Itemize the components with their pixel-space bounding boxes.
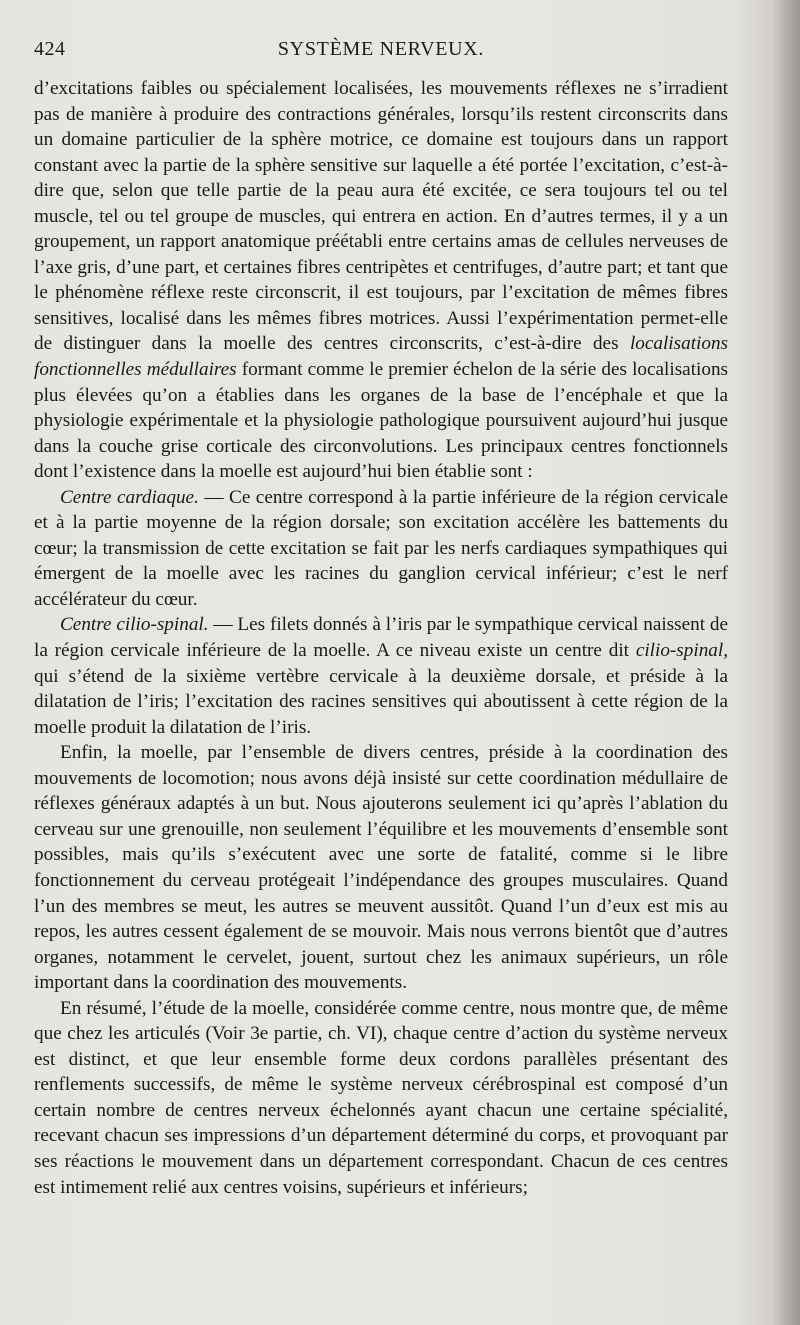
paragraph-1-text: d’excitations faibles ou spécialement localisées, les mouvements réflexes ne s’irradient pas de manière à produire des contractions générales, lorsqu’ils restent circonscrits dans un domaine particulier de la sphère motrice, ce domaine est toujours dans un rapport constant avec la partie de la sphère sensitive sur laquelle a été portée l’excitation, c’est-à-dire que, selon que telle partie de la peau aura été excitée, ce sera toujours tel ou tel muscle, tel ou tel groupe de muscles, qui entrera en action. En d’autres termes, il y a un groupement, un rapport anatomique préétabli entre certains amas de cellules nerveuses de l’axe gris, d’une part, et certaines fibres centripètes et centrifuges, d’autre part; et tant que le phénomène réflexe reste circonscrit, il est toujours, par l’excitation de mêmes fibres sensitives, localisé dans les mêmes fibres motrices. Aussi l’expérimentation permet-elle de distinguer dans la moelle des centres circonscrits, c’est-à-dire des <box>34 78 728 355</box>
paragraph-coordination <box>34 740 728 995</box>
centre-cilio-spinal-text-b: qui s’étend de la sixième vertèbre cervicale à la deuxième dorsale, et préside à la dilatation de l’iris; l’excitation des racines sensitives qui aboutissent à cette région de la moelle produit la dilatation de l’iris. <box>34 665 728 738</box>
paragraph-1-italic: localisations fonctionnelles médullaires <box>34 333 729 381</box>
paragraph-resume <box>34 996 728 1200</box>
paragraph-1 <box>34 76 728 485</box>
paragraph-1-text-end: formant comme le premier échelon de la série des localisations plus élevées qu’on a établies dans les organes de la base de l’encéphale et que la physiologie expérimentale et la physiologie pathologique poursuivent aujourd’hui jusque dans la couche grise corticale des circonvolutions. Les principaux centres fonctionnels dont l’existence dans la moelle est aujourd’hui bien établie sont : <box>34 359 729 483</box>
centre-cilio-spinal-text-a: — Les filets donnés à l’iris par le sympathique cervical naissent de la région cervicale inférieure de la moelle. A ce niveau existe un centre dit <box>34 614 728 662</box>
running-title: SYSTÈME NERVEUX. <box>277 38 485 60</box>
page-body <box>34 76 728 1200</box>
centre-cilio-spinal-italic: cilio-spinal, <box>635 640 729 662</box>
page-header <box>34 38 728 68</box>
paragraph-centre-cardiaque <box>34 485 728 613</box>
coordination-text: Enfin, la moelle, par l’ensemble de divers centres, préside à la coordination des mouvements de locomotion; nous avons déjà insisté sur cette coordination médullaire de réflexes généraux adaptés à un but. Nous ajouterons seulement ici qu’après l’ablation du cerveau sur une grenouille, non seulement l’équilibre et les mouvements d’ensemble sont possibles, mais qu’ils s’exécutent avec une sorte de fatalité, comme si le libre fonctionnement du cerveau protégeait l’indépendance des groupes musculaires. Quand l’un des membres se meut, les autres se meuvent aussitôt. Quand l’un d’eux est mis au repos, les autres cessent également de se mouvoir. Mais nous verrons bientôt que d’autres organes, notamment le cervelet, jouent, surtout chez les animaux supérieurs, un rôle important dans la coordination des mouvements. <box>34 742 728 994</box>
centre-cardiaque-text: — Ce centre correspond à la partie inférieure de la région cervicale et à la partie moyenne de la région dorsale; son excitation accélère les battements du cœur; la transmission de cette excitation se fait par les nerfs cardiaques sympathiques qui émergent de la moelle avec les racines du ganglion cervical inférieur; c’est le nerf accélérateur du cœur. <box>34 486 728 610</box>
paragraph-centre-cilio-spinal <box>34 612 728 740</box>
centre-cilio-spinal-title: Centre cilio-spinal. <box>60 614 209 636</box>
resume-text: En résumé, l’étude de la moelle, considérée comme centre, nous montre que, de même que chez les articulés (Voir 3e partie, ch. VI), chaque centre d’action du système nerveux est distinct, et que leur ensemble forme deux cordons parallèles présentant des renflements successifs, de même le système nerveux cérébrospinal est composé d’un certain nombre de centres nerveux échelonnés ayant chacun une certaine spécialité, recevant chacun ses impressions d’un département déterminé du corps, et provoquant par ses réactions le mouvement dans un département correspondant. Chacun de ces centres est intimement relié aux centres voisins, supérieurs et inférieurs; <box>34 997 728 1198</box>
centre-cardiaque-title: Centre cardiaque. <box>60 486 199 508</box>
page-number: 424 <box>34 38 66 60</box>
